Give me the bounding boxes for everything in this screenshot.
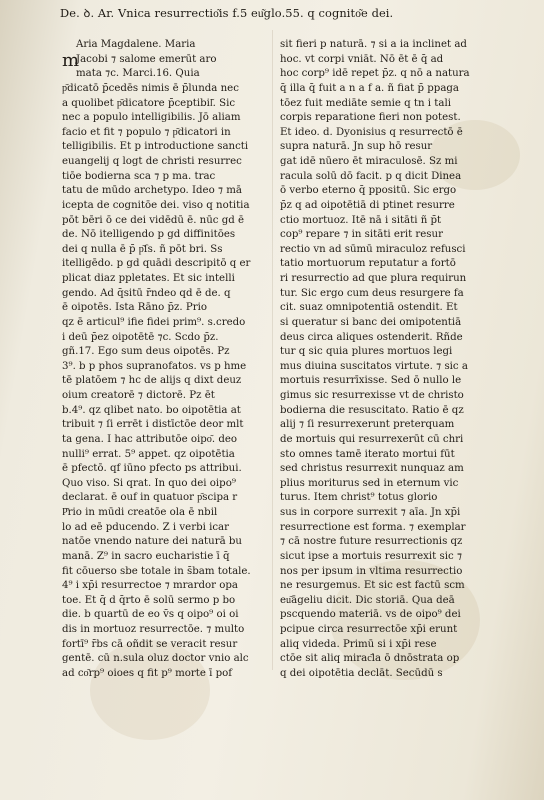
text-line: gendo. Ad q̄sitū r̄ndeo qd ē de. q: [62, 287, 231, 299]
left-text-column: [62, 38, 262, 682]
text-line: declarat. ē ouf in quatuor p͂scipa r: [62, 492, 238, 504]
text-line: 3⁹. b p phos supranofatos. vs p hme: [62, 360, 247, 372]
text-line: tatu de mūdo archetypo. Ideo ⁊ mā: [62, 185, 242, 197]
text-line: sicut ipse a mortuis resurrexit sic ⁊: [280, 550, 463, 562]
text-line: hoc. vt corpi vniāt. Nō ēt ē q̄ ad: [280, 53, 444, 65]
text-line: lo ad eē pducendo. Z i verbi icar: [62, 521, 230, 533]
text-line: icepta de cognitōe dei. viso q notitia: [62, 199, 250, 211]
text-line: sed christus resurrexit nunquaz am: [280, 463, 464, 475]
text-line: fit cōuerso sbe totale in s̄bam totale.: [62, 565, 251, 577]
text-line: Et ideo. d. Dyonisius q resurrectō ē: [280, 126, 463, 138]
text-line: pscquendo materiā. vs de oipo⁹ dei: [280, 609, 461, 621]
text-line: q dei oipotētia declāt. Secūdū s: [280, 667, 443, 679]
text-line: tē platōem ⁊ hc de alijs q dixt deuz: [62, 375, 242, 387]
text-line: ri resurrectio ad que plura requirun: [280, 273, 467, 284]
text-line: deus circa aliques ostenderit. Rñde: [280, 331, 463, 343]
text-line: alij ⁊ ſi resurrexerunt preterquam: [280, 419, 455, 431]
text-line: supra naturā. Jn sup hō resur: [280, 141, 433, 153]
text-line: fortī⁹ r̄bs cā oñdit se veracit resur: [62, 638, 238, 650]
text-line: tribuit ⁊ ſi errēt i distīctōe deor mlt: [62, 419, 244, 431]
text-line: corpis reparatione fieri non potest.: [280, 112, 461, 124]
text-line: q̄ illa q̄ fuit a n a f a. ñ fiat p̄ ppaga: [280, 82, 459, 94]
text-line: plius moriturus sed in eternum vic: [280, 477, 459, 489]
text-line: cop⁹ repare ⁊ in sitāti erit resur: [280, 229, 443, 241]
text-line: nos per ipsum in vltima resurrectio: [280, 565, 463, 577]
text-line: manā. Z⁹ in sacro eucharistie ī q̄: [62, 550, 230, 562]
text-line: dis in mortuoz resurrectōe. ⁊ multo: [62, 624, 245, 635]
text-line: de mortuis qui resurrexerūt cū chri: [280, 433, 464, 445]
text-line: pōt bēri ō ce dei vidēdū ē. nūc gd ē: [62, 214, 245, 226]
running-head: De. ꝺ. Ar. Vnica resurrectio͂is f.5 eu͂glo.55. q cognito͂e dei.: [60, 6, 394, 20]
text-line: die. b quartū de eo v̄s q oipo⁹ oi oi: [62, 609, 239, 621]
column-gutter: [272, 30, 273, 670]
text-line: Quo viso. Si qrat. In quo dei oipo⁹: [62, 477, 236, 489]
text-line: qz ē articul⁹ ifie fidei prim⁹. s.credo: [62, 316, 246, 328]
text-line: mus diuina suscitatos virtute. ⁊ sic a: [280, 360, 468, 372]
text-line: itelligēdo. p gd quādi descripitō q er: [62, 258, 251, 270]
text-line: oium creatorē ⁊ dictorē. Pz ēt: [62, 390, 215, 401]
text-line: tiōe bodierna sca ⁊ p ma. trac: [62, 170, 216, 182]
text-line: sit fieri p naturā. ⁊ si a ia inclinet ad: [280, 39, 467, 50]
text-line: dei q nulla ē p̄ p͂ſs. ñ pōt bri. Ss: [62, 243, 223, 255]
text-line: ad co͂rp⁹ oioes q fit p⁹ morte ī pof: [62, 667, 233, 679]
text-line: gñ.17. Ego sum deus oipotēs. Pz: [62, 346, 230, 358]
text-line: ō verbo eterno q̄ ppositū. Sic ergo: [280, 185, 457, 197]
text-line: ē pfectō. qf iūno pfecto ps attribui.: [62, 463, 242, 475]
text-line: tur q sic quia plures mortuos legi: [280, 346, 453, 358]
text-line: plicat diaz ppletates. Et sic intelli: [62, 273, 235, 284]
text-line: hoc corp⁹ idē repet p̄z. q nō a natura: [280, 68, 470, 80]
text-line: bodierna die resuscitato. Ratio ē qz: [280, 404, 464, 416]
text-line: de. Nō itelligendo p gd diffinitōes: [62, 229, 236, 241]
text-line: gimus sic resurrexisse vt de christo: [280, 390, 464, 401]
text-line: tatio mortuorum reputatur a fortō: [280, 258, 456, 270]
text-line: ⁊ cā nostre future resurrectionis qz: [280, 536, 463, 548]
text-line: facio et fit ⁊ populo ⁊ p͂dicatori in: [62, 126, 231, 138]
text-line: P͂rio in mūdi creatōe ola ē nbil: [62, 507, 218, 518]
text-line: turus. Item christ⁹ totus glorio: [280, 492, 438, 504]
text-line: Jacobi ⁊ salome emerūt aro: [76, 53, 217, 65]
text-line: cit. suaz omnipotentiā ostendit. Et: [280, 302, 458, 314]
text-line: Aria Magdalene. Maria: [76, 39, 196, 50]
text-line: eu͂āgeliu dicit. Dic storiā. Qua deā: [280, 594, 455, 606]
text-line: nulli⁹ errat. 5⁹ appet. qz oipotētia: [62, 448, 235, 460]
text-line: natōe vnendo nature dei naturā bu: [62, 536, 242, 548]
text-line: a quolibet p͂dicatore p̄ceptibil͂. Sic: [62, 97, 236, 109]
text-line: resurrectione est forma. ⁊ exemplar: [280, 521, 466, 533]
text-line: racula solū dō facit. p q dicit Dinea: [280, 170, 462, 182]
text-line: tōez fuit mediāte semie q tn i tali: [280, 97, 451, 109]
text-line: b.4⁹. qz qlibet nato. bo oipotētia at: [62, 404, 241, 416]
text-line: mortuis resurrīxisse. Sed ō nullo le: [280, 375, 462, 387]
text-line: euangelij q logt de christi resurrec: [62, 156, 242, 167]
text-line: telligibilis. Et p introductione sancti: [62, 141, 249, 153]
text-line: ctōe sit aliq mirac͂la ō dnōstrata op: [280, 653, 460, 665]
text-line: p͂dicatō p̄cedēs nimis ē p̄lunda nec: [62, 82, 239, 94]
text-line: gat idē nūero ēt miraculosē. Sz mi: [280, 156, 458, 167]
text-line: sto omnes tamē iterato mortui fūt: [280, 448, 455, 460]
text-line: pcipue circa resurrectōe xp̄i erunt: [280, 624, 458, 635]
text-line: gentē. cū n.sula oluz doctor vnio alc: [62, 653, 249, 665]
text-line: toe. Et q̄ d q̄rto ē solū sermo p bo: [62, 594, 236, 606]
text-line: sus in corpore surrexit ⁊ aīa. Jn xp̄i: [280, 507, 461, 518]
text-line: 4⁹ i xp̄i resurrectoe ⁊ mrardor opa: [62, 580, 238, 592]
text-line: ne resurgemus. Et sic est factū scm: [280, 580, 465, 592]
text-line: nec a populo intelligibilis. Jō aliam: [62, 112, 241, 124]
text-line: si queratur si banc dei omipotentiā: [280, 316, 462, 328]
text-line: ta gena. I hac attributōe oipo͂. deo: [62, 433, 238, 445]
initial-letter: m: [62, 50, 80, 71]
text-line: i deū p̄ez oipotētē ⁊c. Scdo p̄z.: [62, 331, 219, 343]
text-line: aliq videda. Primū si i xp̄i rese: [280, 638, 437, 650]
text-line: ctio mortuoz. Itē nā i sitāti ñ p̄t: [280, 214, 442, 226]
text-line: rectio vn ad sūmū miraculoz refusci: [280, 243, 466, 255]
text-line: mata ⁊c. Marci.16. Quia: [76, 68, 200, 80]
text-line: p̄z q ad oipotētiā d̄i ptinet resurre: [280, 199, 455, 211]
text-line: ē oipotēs. Ista Rāno p̄z. Prio: [62, 302, 207, 314]
right-text-column: [280, 38, 512, 682]
text-line: tur. Sic ergo cum deus resurgere fa: [280, 287, 464, 299]
